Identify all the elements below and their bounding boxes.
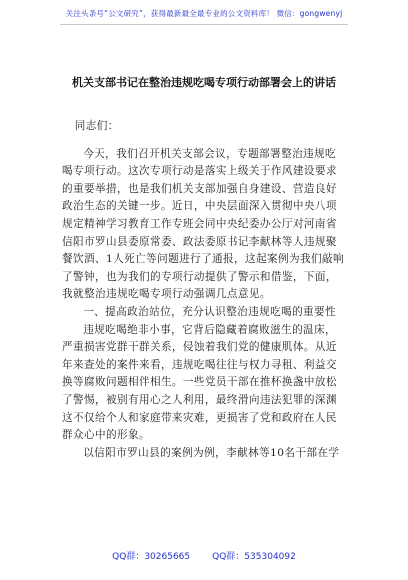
document-body: [62, 118, 346, 462]
section-heading: 一、提高政治站位，充分认识整治违规吃喝的重要性: [83, 305, 337, 318]
footer-qq-group-1: QQ群：30265665: [112, 552, 191, 562]
footer-qq-group-2: QQ群：535304092: [212, 552, 296, 562]
paragraph-body: 违规吃喝绝非小事，它背后隐藏着腐败滋生的温床，严重损害党群干群关系，侵蚀着我们党的健康肌体。从近年来查处的案件来看，违规吃喝往往与权力寻租、利益交换等腐败问题相伴相生。一些党员干部在推杯换盏中放松了警惕，被别有用心之人利用，最终滑向违法犯罪的深渊这不仅给个人和家庭带来灾难，更损害了党和政府在人民群众心中的形象。: [62, 323, 337, 442]
paragraph-intro: 今天，我们召开机关支部会议，专题部署整治违规吃喝专项行动。这次专项行动是落实上级关于作风建设要求的重要举措，也是我们机关支部加强自身建设、营造良好政治生态的关键一步。近日，中央层面深入贯彻中央八项规定精神学习教育工作专班会同中央纪委办公厅对河南省信阳市罗山县委原常委、政法委原书记李献林等人违规聚餐饮酒、1人死亡等问题进行了通报，这起案例为我们敲响了警钟，也为我们的专项行动提供了警示和借鉴，下面，我就整治违规吃喝专项行动强调几点意见。: [62, 147, 344, 301]
page-header-banner: 关注头条号“公文研究”，获得最新最全最专业的公文资料库！ 微信：gongwenyj: [65, 9, 343, 18]
header-divider: [60, 24, 348, 25]
page-footer: [0, 549, 408, 562]
paragraph-continued: 以信阳市罗山县的案例为例，李献林等10名干部在学: [83, 446, 340, 459]
document-title: 机关支部书记在整治违规吃喝专项行动部署会上的讲话: [72, 76, 336, 89]
salutation: 同志们：: [74, 120, 119, 132]
